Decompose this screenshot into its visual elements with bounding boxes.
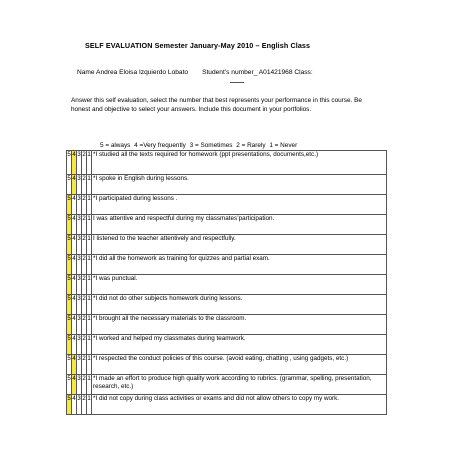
evaluation-table xyxy=(66,150,387,415)
rating-option-2[interactable]: 2 xyxy=(82,375,87,395)
table-row xyxy=(67,195,387,215)
student-name: Name Andrea Eloisa Izquierdo Lobato xyxy=(77,69,189,76)
rating-selected-4[interactable]: 4 xyxy=(72,375,77,395)
rating-option-1[interactable]: 1 xyxy=(87,395,92,415)
rating-option-2[interactable]: 2 xyxy=(82,215,87,235)
statement-text: *I was punctual. xyxy=(92,275,387,295)
instructions-paragraph: Answer this self evaluation, select the number that best represents your performance in this course. Be honest and objective to select your answers. Include this document in your portfolios. xyxy=(71,97,362,114)
rating-option-4[interactable]: 4 xyxy=(72,395,77,415)
evaluation-table-body xyxy=(67,151,387,415)
legend-sometimes: 3 = Sometimes xyxy=(189,142,233,149)
rating-option-2[interactable]: 2 xyxy=(82,175,87,195)
rating-option-2[interactable]: 2 xyxy=(82,315,87,335)
table-row xyxy=(67,215,387,235)
rating-option-4[interactable]: 4 xyxy=(72,335,77,355)
rating-option-1[interactable]: 1 xyxy=(87,255,92,275)
rating-selected-5[interactable]: 5 xyxy=(67,215,72,235)
rating-option-4[interactable]: 4 xyxy=(72,275,77,295)
rating-option-2[interactable]: 2 xyxy=(82,151,87,175)
rating-option-1[interactable]: 1 xyxy=(87,215,92,235)
rating-option-1[interactable]: 1 xyxy=(87,151,92,175)
rating-option-1[interactable]: 1 xyxy=(87,235,92,255)
statement-text: *I did all the homework as training for quizzes and partial exam. xyxy=(92,255,387,275)
rating-option-2[interactable]: 2 xyxy=(82,235,87,255)
document-title: SELF EVALUATION Semester January-May 2010 – English Class xyxy=(85,41,311,50)
statement-text: I listened to the teacher attentively and respectfully. xyxy=(92,235,387,255)
legend-never: 1 = Never xyxy=(269,142,298,149)
rating-option-5[interactable]: 5 xyxy=(67,355,72,375)
table-row xyxy=(67,275,387,295)
rating-option-1[interactable]: 1 xyxy=(87,275,92,295)
legend-rarely: 2 = Rarely xyxy=(236,142,266,149)
table-row xyxy=(67,315,387,335)
rating-selected-5[interactable]: 5 xyxy=(67,395,72,415)
rating-selected-5[interactable]: 5 xyxy=(67,315,72,335)
rating-option-3[interactable]: 3 xyxy=(77,235,82,255)
rating-option-3[interactable]: 3 xyxy=(77,395,82,415)
rating-option-1[interactable]: 1 xyxy=(87,335,92,355)
statement-text: *I participated during lessons . xyxy=(92,195,387,215)
rating-option-2[interactable]: 2 xyxy=(82,195,87,215)
statement-text: *I did not copy during class activities or exams and did not allow others to copy my work. xyxy=(92,395,387,415)
table-row xyxy=(67,151,387,175)
rating-option-4[interactable]: 4 xyxy=(72,195,77,215)
statement-text: *I brought all the necessary materials to the classroom. xyxy=(92,315,387,335)
rating-option-3[interactable]: 3 xyxy=(77,195,82,215)
statement-text: *I spoke in English during lessons. xyxy=(92,175,387,195)
table-row xyxy=(67,175,387,195)
rating-option-2[interactable]: 2 xyxy=(82,395,87,415)
rating-option-2[interactable]: 2 xyxy=(82,255,87,275)
rating-option-3[interactable]: 3 xyxy=(77,375,82,395)
student-info-line xyxy=(77,69,313,76)
rating-option-3[interactable]: 3 xyxy=(77,275,82,295)
rating-option-1[interactable]: 1 xyxy=(87,375,92,395)
table-row xyxy=(67,335,387,355)
rating-selected-5[interactable]: 5 xyxy=(67,295,72,315)
rating-option-3[interactable]: 3 xyxy=(77,215,82,235)
rating-option-1[interactable]: 1 xyxy=(87,175,92,195)
rating-option-1[interactable]: 1 xyxy=(87,355,92,375)
rating-option-3[interactable]: 3 xyxy=(77,175,82,195)
table-row xyxy=(67,355,387,375)
class-underline xyxy=(230,82,244,83)
rating-selected-4[interactable]: 4 xyxy=(72,175,77,195)
table-row xyxy=(67,395,387,415)
rating-legend xyxy=(100,142,299,149)
rating-option-1[interactable]: 1 xyxy=(87,295,92,315)
rating-option-2[interactable]: 2 xyxy=(82,335,87,355)
rating-selected-5[interactable]: 5 xyxy=(67,335,72,355)
rating-option-5[interactable]: 5 xyxy=(67,375,72,395)
legend-very-frequently: 4 =Very frequently xyxy=(134,142,186,149)
rating-option-2[interactable]: 2 xyxy=(82,355,87,375)
statement-text: *I respected the conduct policies of this course. (avoid eating, chatting , using gadgets, etc.) xyxy=(92,355,387,375)
rating-selected-5[interactable]: 5 xyxy=(67,235,72,255)
rating-selected-4[interactable]: 4 xyxy=(72,355,77,375)
statement-text: *I made an effort to produce high quality work according to rubrics. (grammar, spelling, presentation, research, etc.) xyxy=(92,375,387,395)
table-row xyxy=(67,375,387,395)
table-row xyxy=(67,235,387,255)
statement-text: I was attentive and respectful during my classmates’participation. xyxy=(92,215,387,235)
rating-option-4[interactable]: 4 xyxy=(72,215,77,235)
rating-option-4[interactable]: 4 xyxy=(72,255,77,275)
rating-option-5[interactable]: 5 xyxy=(67,175,72,195)
statement-text: *I did not do other subjects homework during lessons. xyxy=(92,295,387,315)
rating-selected-4[interactable]: 4 xyxy=(72,151,77,175)
rating-option-4[interactable]: 4 xyxy=(72,235,77,255)
table-row xyxy=(67,255,387,275)
rating-option-4[interactable]: 4 xyxy=(72,295,77,315)
rating-option-3[interactable]: 3 xyxy=(77,315,82,335)
rating-option-3[interactable]: 3 xyxy=(77,151,82,175)
rating-selected-5[interactable]: 5 xyxy=(67,255,72,275)
rating-option-3[interactable]: 3 xyxy=(77,335,82,355)
table-row xyxy=(67,295,387,315)
rating-option-5[interactable]: 5 xyxy=(67,151,72,175)
statement-text: *I worked and helped my classmates during teamwork. xyxy=(92,335,387,355)
rating-option-3[interactable]: 3 xyxy=(77,355,82,375)
legend-always: 5 = always xyxy=(100,142,131,149)
student-number: Student’s number_ A01421968 Class: xyxy=(202,69,313,76)
rating-option-3[interactable]: 3 xyxy=(77,295,82,315)
rating-option-2[interactable]: 2 xyxy=(82,275,87,295)
rating-option-4[interactable]: 4 xyxy=(72,315,77,335)
rating-option-1[interactable]: 1 xyxy=(87,195,92,215)
rating-option-2[interactable]: 2 xyxy=(82,295,87,315)
rating-option-1[interactable]: 1 xyxy=(87,315,92,335)
rating-selected-5[interactable]: 5 xyxy=(67,275,72,295)
rating-option-3[interactable]: 3 xyxy=(77,255,82,275)
rating-selected-5[interactable]: 5 xyxy=(67,195,72,215)
statement-text: *I studied all the texts required for homework (ppt presentations, documents,etc.) xyxy=(92,151,387,175)
